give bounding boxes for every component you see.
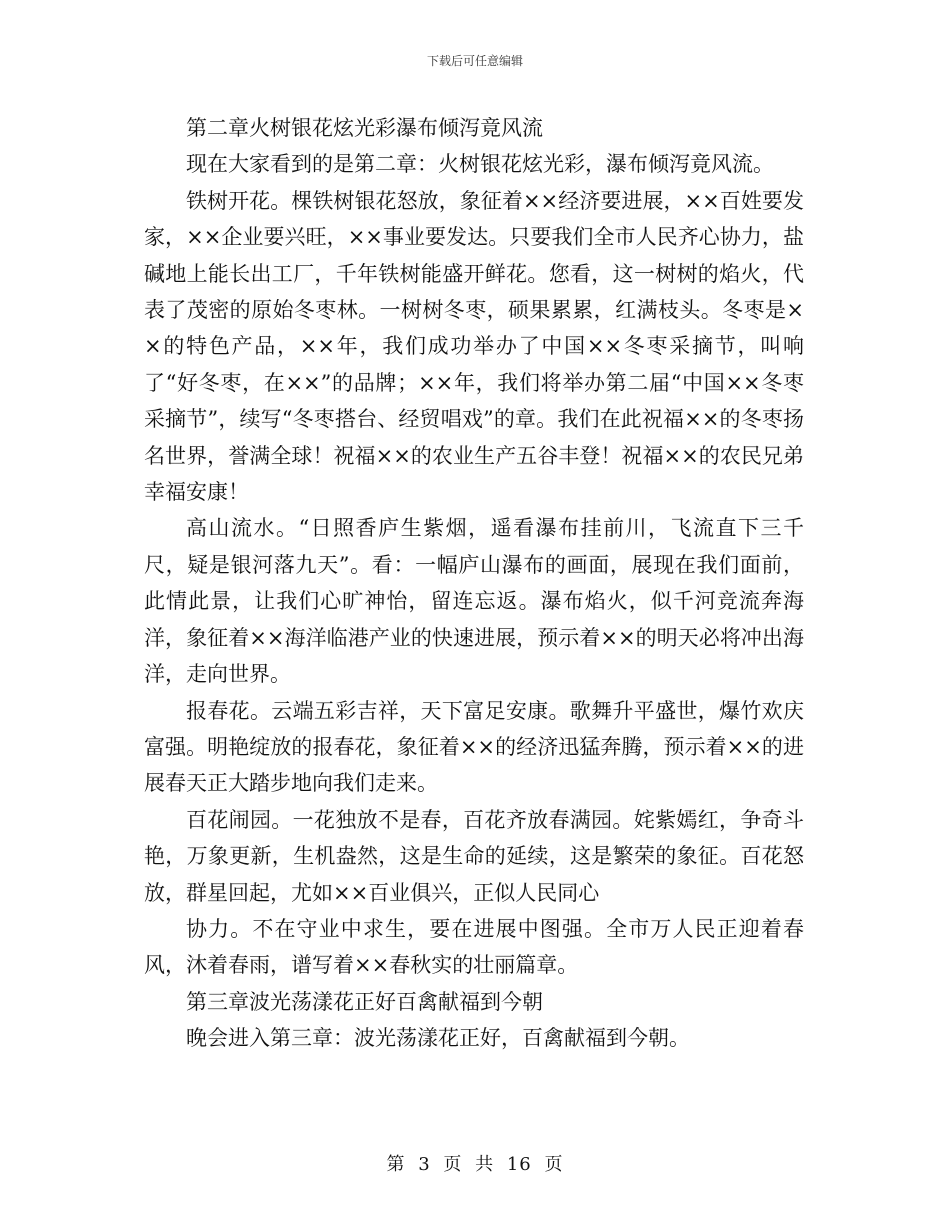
chapter-heading: 第三章波光荡漾花正好百禽献福到今朝 xyxy=(186,989,543,1014)
paragraph: 高山流水。“日照香庐生紫烟，遥看瀑布挂前川，飞流直下三千尺，疑是银河落九天”。看：一幅庐山瀑布的画面，展现在我们面前，此情此景，让我们心旷神怡，留连忘返。瀑布焰火，似千河竞流奔海洋，象征着××海洋临港产业的快速进展，预示着××的明天必将冲出海洋，走向世界。 xyxy=(144,516,804,687)
paragraph: 协力。不在守业中求生，要在进展中图强。全市万人民正迎着春风，沐着春雨，谱写着××春秋实的壮丽篇章。 xyxy=(144,916,804,978)
paragraph: 报春花。云端五彩吉祥，天下富足安康。歌舞升平盛世，爆竹欢庆富强。明艳绽放的报春花，象征着××的经济迅猛奔腾，预示着××的进展春天正大踏步地向我们走来。 xyxy=(144,698,804,796)
paragraph: 铁树开花。棵铁树银花怒放，象征着××经济要进展，××百姓要发家，××企业要兴旺，××事业要发达。只要我们全市人民齐心协力，盐碱地上能长出工厂，千年铁树能盛开鲜花。您看，这一树树的焰火，代表了茂密的原始冬枣林。一树树冬枣，硕果累累，红满枝头。冬枣是××的特色产品，××年，我们成功举办了中国××冬枣采摘节，叫响了“好冬枣，在××”的品牌；××年，我们将举办第二届“中国××冬枣采摘节”，续写“冬枣搭台、经贸唱戏”的章。我们在此祝福××的冬枣扬名世界，誉满全球！祝福××的农业生产五谷丰登！祝福××的农民兄弟幸福安康！ xyxy=(144,188,804,505)
paragraph: 现在大家看到的是第二章：火树银花炫光彩，瀑布倾泻竟风流。 xyxy=(186,152,774,177)
paragraph: 百花闹园。一花独放不是春，百花齐放春满园。姹紫嫣红，争奇斗艳，万象更新，生机盎然，这是生命的延续，这是繁荣的象征。百花怒放，群星回起，尤如××百业俱兴，正似人民同心 xyxy=(144,807,804,905)
page-number-footer: 第 3 页 共 16 页 xyxy=(386,1154,564,1175)
page-header: 下载后可任意编辑 xyxy=(426,54,523,68)
chapter-heading: 第二章火树银花炫光彩瀑布倾泻竟风流 xyxy=(186,116,543,140)
paragraph: 晚会进入第三章：波光荡漾花正好，百禽献福到今朝。 xyxy=(186,1026,690,1051)
document-body xyxy=(144,110,804,1057)
